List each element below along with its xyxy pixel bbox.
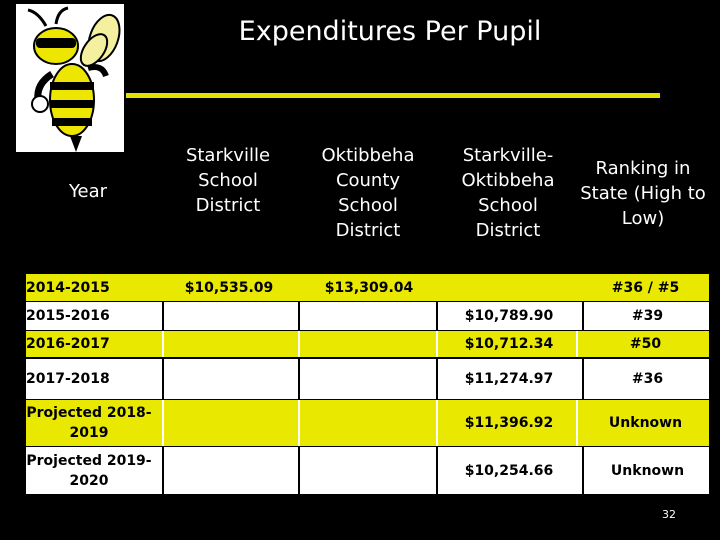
cell-starkville <box>162 447 300 494</box>
page-title: Expenditures Per Pupil <box>238 16 542 47</box>
cell-year: 2014-2015 <box>26 279 110 296</box>
cell-oktibbeha <box>302 302 438 330</box>
table-row <box>26 447 709 494</box>
cell-oktibbeha <box>302 331 438 357</box>
cell-year: 2016-2017 <box>26 336 110 352</box>
yellow-jacket-mascot-icon <box>16 4 124 152</box>
table-row <box>26 400 709 446</box>
cell-starkville-oktibbeha: $10,254.66 <box>464 462 554 479</box>
header-year: Year <box>68 180 108 202</box>
cell-year: 2017-2018 <box>26 371 110 387</box>
cell-oktibbeha <box>302 400 438 446</box>
table-row <box>26 274 709 301</box>
cell-starkville-oktibbeha <box>442 274 576 301</box>
header-oktibbeha-county-school-district: Oktibbeha County School District <box>321 145 415 241</box>
cell-ranking: Unknown <box>608 415 683 431</box>
cell-oktibbeha <box>302 359 438 399</box>
cell-oktibbeha: $13,309.04 <box>324 279 414 296</box>
cell-year: 2015-2016 <box>26 308 110 324</box>
cell-starkville <box>162 302 300 330</box>
cell-oktibbeha <box>302 447 438 494</box>
cell-ranking: Unknown <box>582 447 711 494</box>
cell-starkville-oktibbeha: $10,712.34 <box>442 331 578 357</box>
header-starkville-school-district: Starkville School District <box>185 144 271 216</box>
table-row <box>26 359 709 399</box>
cell-ranking: #36 / #5 <box>611 279 680 296</box>
cell-ranking: #50 <box>629 336 662 352</box>
cell-ranking: #36 <box>582 359 711 399</box>
header-ranking-in-state: Ranking in State (High to Low) <box>580 157 706 229</box>
cell-starkville <box>162 331 300 357</box>
page-number: 32 <box>662 508 676 521</box>
cell-starkville <box>162 400 300 446</box>
cell-starkville-oktibbeha: $11,396.92 <box>442 400 578 446</box>
table-row <box>26 331 709 357</box>
cell-starkville-oktibbeha: $11,274.97 <box>464 371 554 387</box>
table-row <box>26 302 709 330</box>
cell-year: Projected 2018-2019 <box>26 405 152 441</box>
title-underline <box>126 93 660 98</box>
header-starkville-oktibbeha-school-district: Starkville-Oktibbeha School District <box>461 145 555 241</box>
cell-ranking: #39 <box>582 302 711 330</box>
cell-starkville <box>162 359 300 399</box>
cell-year: Projected 2019-2020 <box>26 452 152 489</box>
cell-starkville-oktibbeha: $10,789.90 <box>464 308 554 324</box>
cell-starkville: $10,535.09 <box>184 279 274 296</box>
